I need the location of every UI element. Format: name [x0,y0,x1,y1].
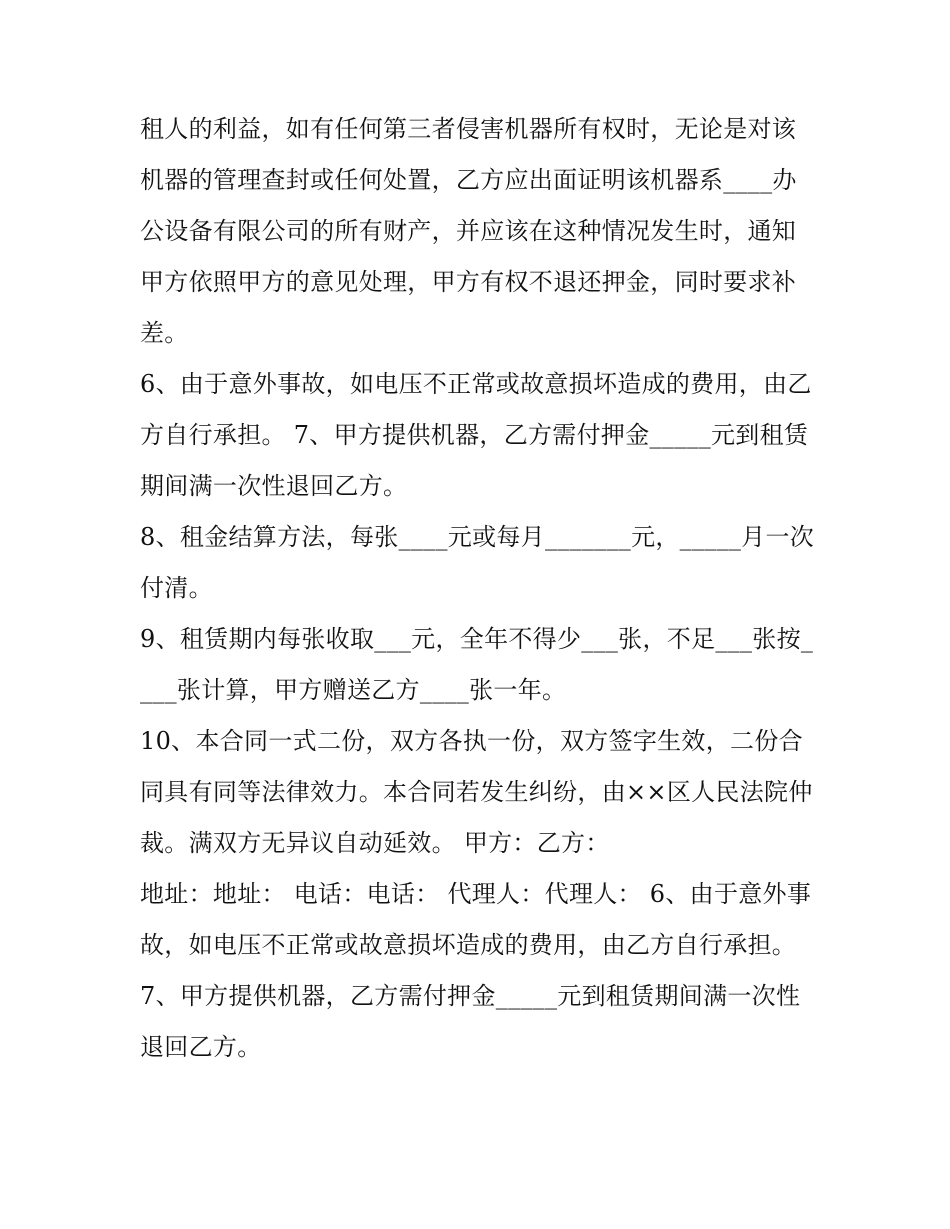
paragraph-clause-8: 8、租金结算方法，每张____元或每月_______元，_____月一次付清。 [140,523,815,602]
paragraph-clause-9: 9、租赁期内每张收取___元，全年不得少___张，不足___张按____张计算，甲方赠送乙方____张一年。 [140,625,814,704]
paragraph-ownership-clause: 租人的利益，如有任何第三者侵害机器所有权时，无论是对该机器的管理查封或任何处置，乙方应出面证明该机器系____办公设备有限公司的所有财产，并应该在这种情况发生时，通知甲方依照甲方的意见处理，甲方有权不退还押金，同时要求补差。 [140,115,797,347]
paragraph-signature-fields: 地址：地址： 电话：电话： 代理人：代理人： 6、由于意外事故，如电压不正常或故意损坏造成的费用，由乙方自行承担。 [140,880,812,959]
paragraph-clause-10: 10、本合同一式二份，双方各执一份，双方签字生效，二份合同具有同等法律效力。本合同若发生纠纷，由××区人民法院仲裁。满双方无异议自动延效。 甲方：乙方： [140,727,813,857]
contract-body [140,104,820,1073]
paragraph-clause-6-7: 6、由于意外事故，如电压不正常或故意损坏造成的费用，由乙方自行承担。 7、甲方提供机器，乙方需付押金_____元到租赁期间满一次性退回乙方。 [140,370,812,500]
paragraph-clause-7-repeat: 7、甲方提供机器，乙方需付押金_____元到租赁期间满一次性退回乙方。 [140,982,801,1061]
